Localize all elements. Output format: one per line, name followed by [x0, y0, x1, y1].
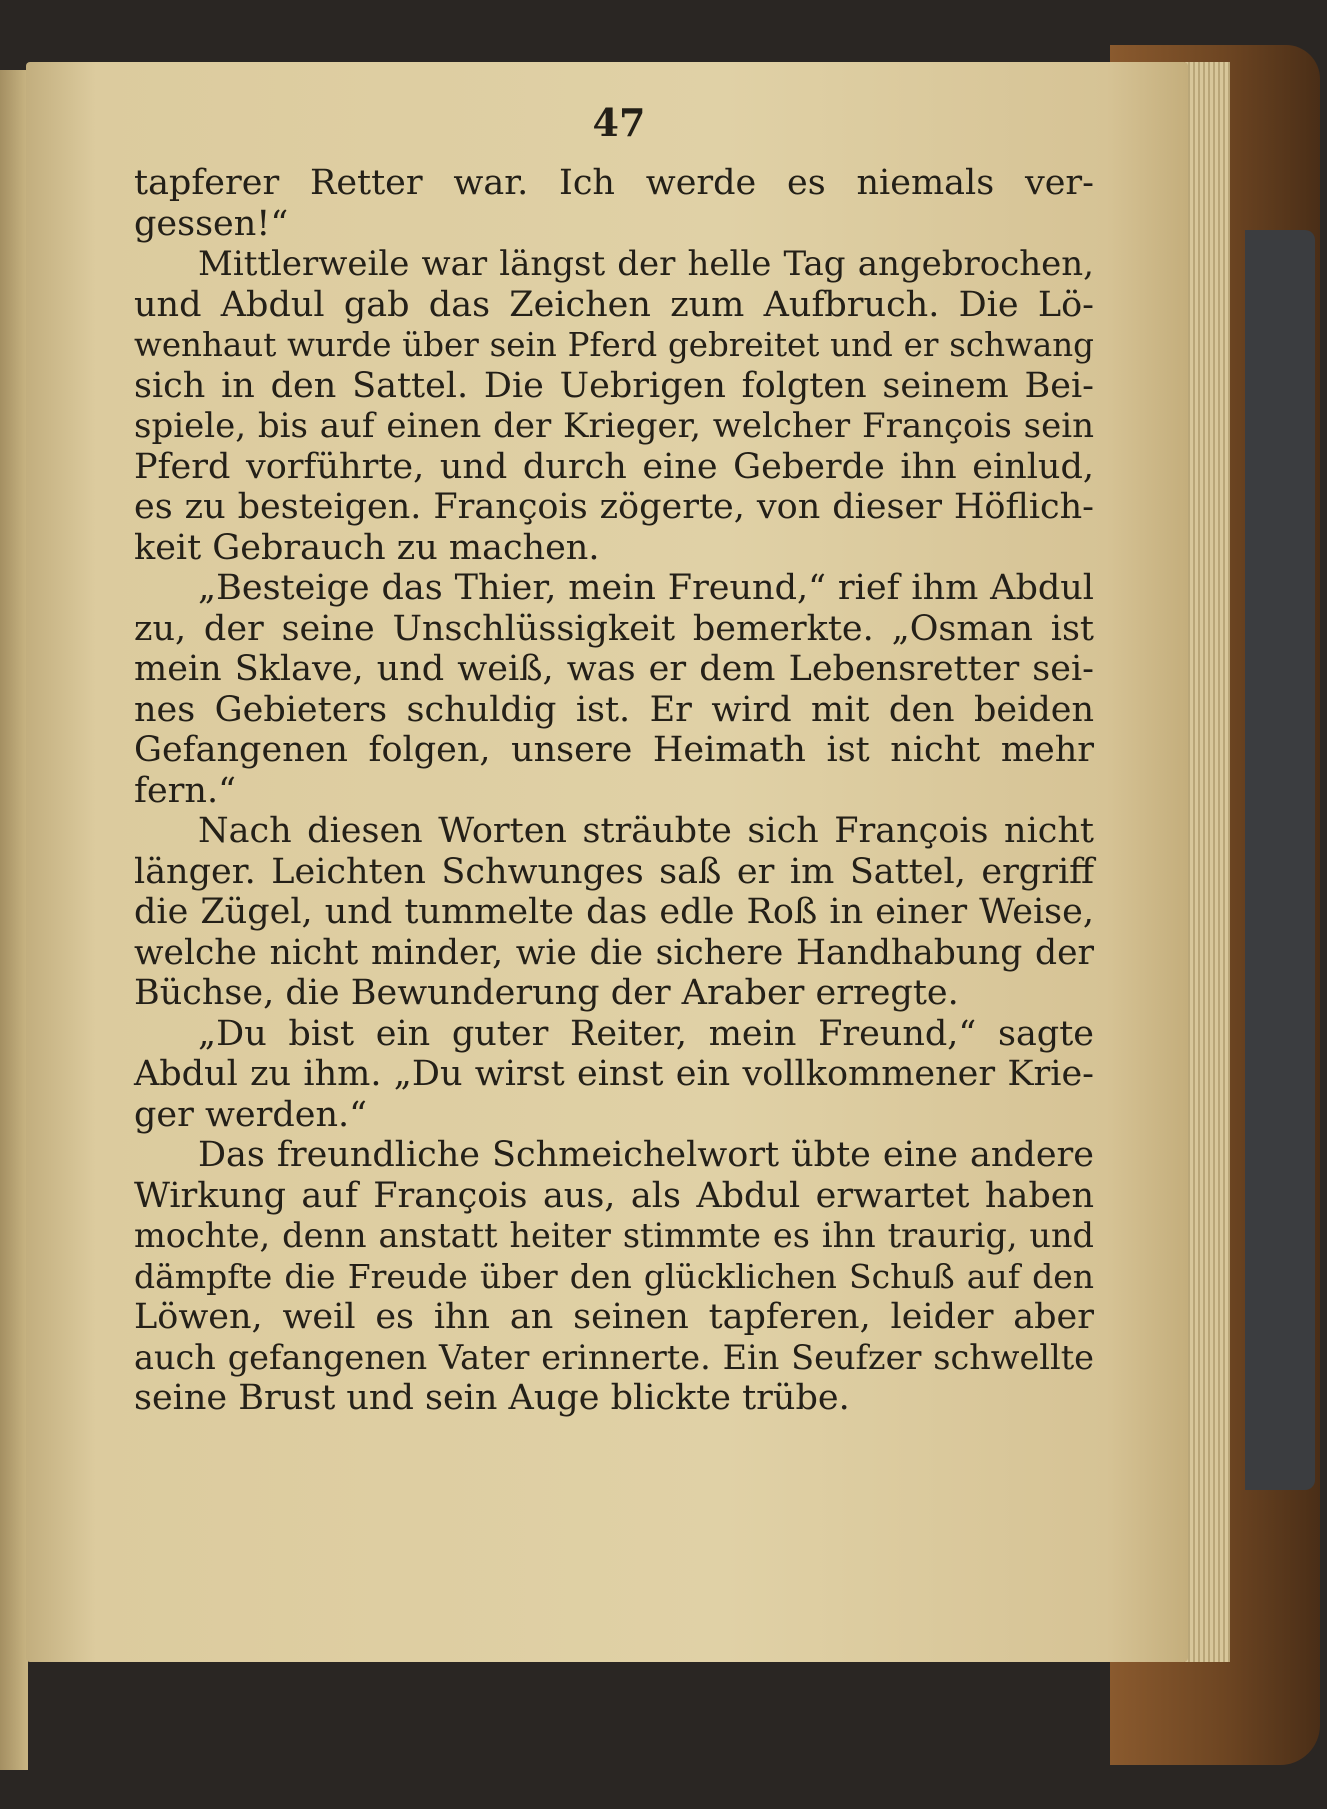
text-line: welche nicht minder, wie die sichere Handhabung der: [134, 932, 1094, 973]
text-line: und Abdul gab das Zeichen zum Aufbruch. Die Lö-: [134, 284, 1094, 325]
cover-cloth-spine: [1245, 230, 1315, 1490]
text-line: mochte, denn anstatt heiter stimmte es ihn traurig, und: [134, 1216, 1094, 1255]
text-line: Wirkung auf François aus, als Abdul erwartet haben: [134, 1175, 1094, 1216]
text-line: seine Brust und sein Auge blickte trübe.: [134, 1378, 850, 1418]
text-line: länger. Leichten Schwunges saß er im Sattel, ergriff: [134, 851, 1094, 892]
page-text: [134, 100, 1094, 1419]
text-line: Abdul zu ihm. „Du wirst einst ein vollkommener Krie-: [134, 1054, 1094, 1094]
text-line: Das freundliche Schmeichelwort übte eine andere: [198, 1135, 1094, 1175]
text-line: Pferd vorführte, und durch eine Geberde ihn einlud,: [134, 446, 1094, 487]
text-lines: [134, 163, 1094, 1419]
text-line: tapferer Retter war. Ich werde es niemals ver-: [134, 163, 1094, 203]
text-line: es zu besteigen. François zögerte, von dieser Höflich-: [134, 487, 1094, 527]
page-number: 47: [592, 100, 646, 145]
text-line: mein Sklave, und weiß, was er dem Lebensretter sei-: [134, 649, 1094, 689]
text-line: „Besteige das Thier, mein Freund,“ rief ihm Abdul: [198, 568, 1094, 608]
text-line: ger werden.“: [134, 1094, 368, 1135]
text-line: sich in den Sattel. Die Uebrigen folgten seinem Bei-: [134, 365, 1094, 406]
text-line: „Du bist ein guter Reiter, mein Freund,“ sagte: [198, 1013, 1094, 1054]
text-line: Büchse, die Bewunderung der Araber erregte.: [134, 973, 959, 1013]
text-line: zu, der seine Unschlüssigkeit bemerkte. „Osman ist: [134, 608, 1094, 649]
text-line: auch gefangenen Vater erinnerte. Ein Seufzer schwellte: [134, 1337, 1094, 1377]
text-line: fern.“: [134, 770, 236, 811]
text-line: keit Gebrauch zu machen.: [134, 527, 600, 568]
text-line: Löwen, weil es ihn an seinen tapferen, leider aber: [134, 1297, 1094, 1337]
text-line: Mittlerweile war längst der helle Tag angebrochen,: [198, 244, 1094, 284]
text-line: spiele, bis auf einen der Krieger, welcher François sein: [134, 406, 1094, 446]
text-line: Gefangenen folgen, unsere Heimath ist nicht mehr: [134, 730, 1094, 770]
left-page-edge: [0, 70, 28, 1770]
text-line: die Zügel, und tummelte das edle Roß in einer Weise,: [134, 892, 1094, 932]
text-line: nes Gebieters schuldig ist. Er wird mit den beiden: [134, 689, 1094, 730]
text-line: wenhaut wurde über sein Pferd gebreitet und er schwang: [134, 326, 1094, 364]
text-line: Nach diesen Worten sträubte sich François nicht: [198, 811, 1094, 851]
text-line: gessen!“: [134, 203, 289, 244]
page-edges: [1185, 62, 1230, 1662]
text-line: dämpfte die Freude über den glücklichen Schuß auf den: [134, 1256, 1094, 1296]
